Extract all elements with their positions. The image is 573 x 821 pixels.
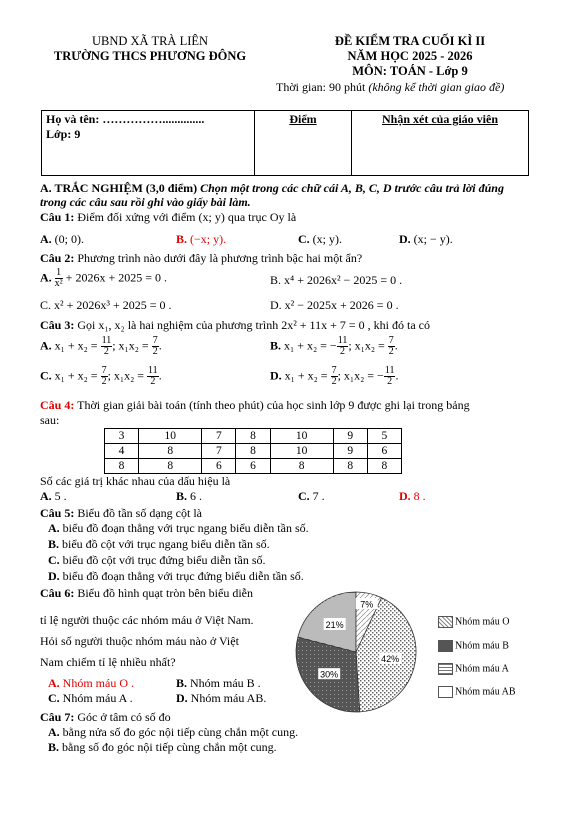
legend-swatch — [438, 663, 453, 675]
fraction: $\frac{11}{2}$ — [148, 365, 158, 387]
q6-label: Câu 6: — [40, 586, 75, 600]
legend-item-o: Nhóm máu O — [438, 616, 509, 628]
fraction: $\frac{1}{\text{x²}}$ — [54, 267, 63, 289]
legend-item-ab: Nhóm máu AB — [438, 686, 516, 698]
q1-option-d — [399, 232, 453, 247]
fraction: $\frac{7}{2}$ — [101, 365, 107, 387]
q6-stem-3: Hỏi số người thuộc nhóm máu nào ở Việt — [40, 634, 239, 648]
q3-option-d: D. x₁ + x₂ = $\frac{7}{2}$ ; x₁x₂ = − $\frac{11}{2}$ . — [270, 365, 399, 387]
subject: MÔN: TOÁN - Lớp 9 — [352, 64, 468, 78]
pie-label: 30% — [320, 669, 339, 680]
time-data-table — [104, 428, 402, 474]
q1-label: Câu 1: — [40, 210, 75, 224]
q1-option-b — [176, 232, 226, 247]
q7-stem — [40, 710, 171, 725]
q6-stem — [40, 586, 253, 601]
fraction: $\frac{11}{2}$ — [101, 335, 112, 357]
time-note: (không kể thời gian giao đề) — [368, 80, 505, 94]
q6-option-a: A. Nhóm máu O . — [48, 676, 134, 690]
q4-stem-2: sau: — [40, 413, 60, 427]
q4-option-c: C. 7 . — [298, 489, 325, 503]
q3-option-c: C. x₁ + x₂ = $\frac{7}{2}$ ; x₁x₂ = $\frac{11}{2}$ . — [40, 365, 162, 387]
pie-label: 7% — [360, 599, 374, 610]
q7-option-b: B. bằng số đo góc nội tiếp cùng chắn một cung. — [48, 740, 277, 754]
option-letter: A. — [40, 270, 52, 285]
option-letter: C. — [298, 232, 310, 246]
section-a-title: A. TRẮC NGHIỆM (3,0 điểm) — [40, 181, 198, 195]
q7-label: Câu 7: — [40, 710, 75, 724]
q4-question: Số các giá trị khác nhau của dấu hiệu là — [40, 474, 231, 488]
option-text: (x; − y). — [410, 232, 453, 246]
q6-option-b: B. Nhóm máu B . — [176, 676, 261, 690]
score-label: Điểm — [289, 112, 317, 126]
school-name: TRƯỜNG THCS PHƯƠNG ĐÔNG — [53, 49, 247, 63]
student-info-box — [41, 110, 529, 176]
time-label: Thời gian: 90 phút — [276, 80, 369, 94]
option-text: (0; 0). — [51, 232, 84, 246]
q6-stem-2: tỉ lệ người thuộc các nhóm máu ở Việt Nam. — [40, 613, 254, 627]
q4-stem — [40, 398, 470, 413]
q4-option-a: A. 5 . — [40, 489, 67, 503]
q1-option-a — [40, 232, 84, 247]
q3-option-a: A. x₁ + x₂ = $\frac{11}{2}$ ; x₁x₂ = $\frac{7}{2}$ . — [40, 335, 162, 357]
q4-option-d: D. 8 . — [399, 489, 426, 503]
q3-stem — [40, 318, 430, 333]
section-a-instruction: Chọn một trong các chữ cái A, B, C, D trước câu trả lời đúng — [197, 181, 504, 195]
q5-option-c: C. biểu đồ cột với trục đứng biểu diễn tần số. — [48, 553, 266, 567]
q4-option-b: B. 6 . — [176, 489, 203, 503]
q2-text: Phương trình nào dưới đây là phương trình bậc hai một ẩn? — [74, 251, 363, 265]
legend-swatch — [438, 686, 453, 698]
q3-text: Gọi x₁, x₂ là hai nghiệm của phương trình 2x² + 11x + 7 = 0 , khi đó ta có — [74, 318, 430, 332]
class-field-label: Lớp: 9 — [46, 127, 81, 141]
table-row: 3 10 7 8 10 9 5 — [105, 429, 402, 444]
option-text: + 2026x + 2025 = 0 . — [62, 270, 167, 285]
q6-option-c: C. Nhóm máu A . — [48, 691, 133, 705]
fraction: $\frac{7}{2}$ — [152, 335, 158, 357]
q6-stem-4: Nam chiếm tỉ lệ nhiều nhất? — [40, 655, 176, 669]
q6-text: Biểu đồ hình quạt tròn bên biểu diễn — [74, 586, 253, 600]
q3-label: Câu 3: — [40, 318, 75, 332]
q2-option-d: D. x² − 2025x + 2026 = 0 . — [270, 298, 399, 312]
fraction: $\frac{11}{2}$ — [337, 335, 348, 357]
exam-time — [276, 80, 504, 95]
name-field-label: Họ và tên: …………….............. — [46, 112, 205, 126]
legend-swatch — [438, 640, 453, 652]
q5-option-b: B. biểu đồ cột với trục ngang biểu diễn tần số. — [48, 537, 270, 551]
legend-item-b: Nhóm máu B — [438, 640, 509, 652]
q5-option-a: A. biểu đồ đoạn thẳng với trục ngang biểu diễn tần số. — [48, 521, 309, 535]
q2-label: Câu 2: — [40, 251, 75, 265]
option-letter: D. — [399, 232, 411, 246]
q5-option-d: D. biểu đồ đoạn thẳng với trục đứng biểu diễn tần số. — [48, 569, 304, 583]
legend-item-a: Nhóm máu A — [438, 663, 509, 675]
teacher-comment-label: Nhận xét của giáo viên — [381, 112, 498, 126]
table-row: 4 8 7 8 10 9 6 — [105, 444, 402, 459]
q5-stem — [40, 506, 202, 521]
q4-label: Câu 4: — [40, 398, 75, 412]
q7-text: Góc ở tâm có số đo — [74, 710, 171, 724]
q2-option-c: C. x² + 2026x³ + 2025 = 0 . — [40, 298, 172, 312]
fraction: $\frac{11}{2}$ — [384, 365, 395, 387]
school-year: NĂM HỌC 2025 - 2026 — [347, 49, 473, 63]
exam-title: ĐỀ KIỂM TRA CUỐI KÌ II — [334, 34, 486, 48]
option-text: (−x; y). — [187, 232, 227, 246]
q7-option-a: A. bằng nửa số đo góc nội tiếp cùng chắn một cung. — [48, 725, 299, 739]
option-letter: A. — [40, 232, 52, 246]
q4-text: Thời gian giải bài toán (tính theo phút) của học sinh lớp 9 được ghi lại trong bảng — [74, 398, 470, 412]
section-a-instruction-2: trong các câu sau rồi ghi vào giấy bài làm. — [40, 195, 251, 209]
option-text: (x; y). — [309, 232, 342, 246]
q2-option-b: B. x⁴ + 2026x² − 2025 = 0 . — [270, 273, 403, 287]
pie-label: 42% — [381, 654, 400, 665]
q1-option-c — [298, 232, 342, 247]
section-a-heading — [40, 181, 504, 196]
table-row: 8 8 6 6 8 8 8 — [105, 459, 402, 474]
option-letter: B. — [176, 232, 188, 246]
q2-option-a — [40, 268, 167, 289]
q6-option-d: D. Nhóm máu AB. — [176, 691, 267, 705]
q1-stem — [40, 210, 296, 225]
q5-label: Câu 5: — [40, 506, 75, 520]
q3-option-b: B. x₁ + x₂ = − $\frac{11}{2}$ ; x₁x₂ = $\frac{7}{2}$ . — [270, 335, 398, 357]
fraction: $\frac{7}{2}$ — [388, 335, 394, 357]
fraction: $\frac{7}{2}$ — [331, 365, 337, 387]
blood-type-pie-chart — [286, 582, 426, 722]
legend-swatch — [438, 616, 453, 628]
pie-label: 21% — [325, 620, 344, 631]
q5-text: Biểu đồ tần số dạng cột là — [74, 506, 202, 520]
q1-text: Điểm đối xứng với điểm (x; y) qua trục Oy là — [74, 210, 297, 224]
q2-stem — [40, 251, 362, 266]
school-authority: UBND XÃ TRÀ LIÊN — [91, 34, 209, 48]
